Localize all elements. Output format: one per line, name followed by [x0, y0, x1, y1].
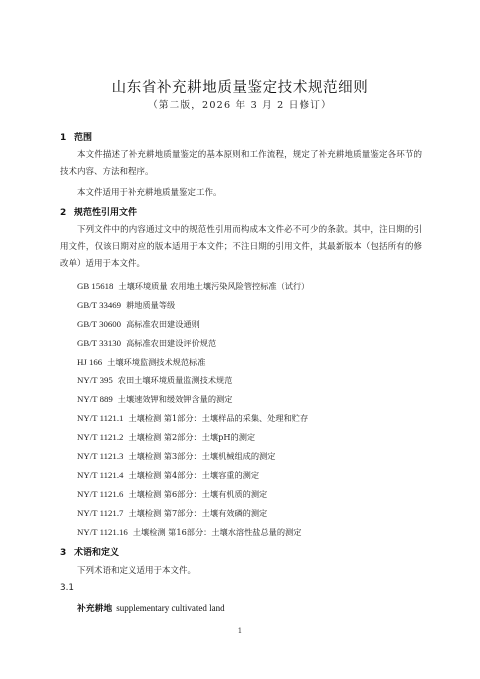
- reference-item: [77, 413, 308, 424]
- reference-item: [77, 508, 267, 519]
- reference-item: [77, 489, 267, 500]
- subsection-number: 3.1: [60, 583, 74, 593]
- reference-item: [77, 300, 175, 311]
- reference-name: 土壤检测 第7部分：土壤有效磷的测定: [128, 508, 268, 518]
- reference-name: 土壤检测 第16部分：土壤水溶性盐总量的测定: [132, 527, 302, 537]
- section-heading-normative: [60, 205, 137, 218]
- section-title: 范围: [74, 133, 93, 143]
- terms-intro-paragraph: 下列术语和定义适用于本文件。: [77, 566, 197, 576]
- reference-item: [77, 527, 301, 538]
- reference-item: [77, 338, 216, 349]
- reference-name: 高标准农田建设通则: [126, 319, 200, 329]
- reference-name: 高标准农田建设评价规范: [126, 338, 217, 348]
- reference-code: NY/T 1121.1: [77, 413, 124, 423]
- section-number: 2: [60, 208, 67, 218]
- reference-name: 土壤检测 第3部分：土壤机械组成的测定: [128, 451, 276, 461]
- section-number: 3: [60, 548, 67, 558]
- scope-paragraph-2: 本文件适用于补充耕地质量鉴定工作。: [77, 188, 222, 198]
- term-english: supplementary cultivated land: [116, 603, 225, 613]
- section-title: 术语和定义: [74, 548, 120, 558]
- reference-code: NY/T 1121.3: [77, 451, 124, 461]
- document-title: 山东省补充耕地质量鉴定技术规范细则: [111, 80, 369, 96]
- reference-item: [77, 470, 259, 481]
- reference-code: NY/T 395: [77, 375, 113, 385]
- reference-item: [77, 281, 309, 292]
- reference-name: 土壤检测 第6部分：土壤有机质的测定: [128, 489, 268, 499]
- reference-item: [77, 451, 275, 462]
- section-title: 规范性引用文件: [74, 208, 138, 218]
- reference-code: GB/T 30600: [77, 319, 122, 329]
- reference-name: 农田土壤环境质量监测技术规范: [117, 375, 233, 385]
- reference-name: 土壤检测 第1部分：土壤样品的采集、处理和贮存: [128, 413, 309, 423]
- section-number: 1: [60, 133, 67, 143]
- reference-code: NY/T 1121.4: [77, 470, 124, 480]
- reference-code: GB/T 33469: [77, 300, 122, 310]
- reference-name: 土壤检测 第4部分：土壤容重的测定: [128, 470, 260, 480]
- section-heading-terms: [60, 545, 119, 558]
- reference-code: HJ 166: [77, 357, 103, 367]
- reference-item: [77, 319, 200, 330]
- reference-item: [77, 375, 232, 386]
- term-chinese: 补充耕地: [77, 604, 113, 614]
- reference-code: NY/T 1121.6: [77, 489, 124, 499]
- reference-code: NY/T 889: [77, 394, 113, 404]
- reference-item: [77, 394, 232, 405]
- reference-name: 土壤检测 第2部分：土壤pH的测定: [128, 432, 256, 442]
- page-number: 1: [237, 627, 243, 635]
- reference-name: 土壤环境监测技术规范标准: [107, 357, 206, 367]
- document-subtitle: （第二版，2026 年 3 月 2 日修订）: [148, 100, 332, 111]
- reference-code: GB/T 33130: [77, 338, 122, 348]
- reference-item: [77, 432, 255, 443]
- section-heading-scope: [60, 130, 92, 143]
- reference-item: [77, 357, 205, 368]
- reference-code: NY/T 1121.16: [77, 527, 128, 537]
- reference-name: 土壤速效钾和缓效钾含量的测定: [117, 394, 233, 404]
- reference-code: NY/T 1121.2: [77, 432, 124, 442]
- reference-name: 土壤环境质量 农用地土壤污染风险管控标准（试行）: [118, 281, 310, 291]
- reference-code: GB 15618: [77, 281, 114, 291]
- term-entry: [77, 601, 225, 614]
- normative-intro-paragraph: 下列文件中的内容通过文中的规范性引用而构成本文件必不可少的条款。其中，注日期的引用文件，仅该日期对应的版本适用于本文件；不注日期的引用文件，其最新版本（包括所有的修改单）适用于本文件。: [60, 225, 422, 269]
- reference-name: 耕地质量等级: [126, 300, 176, 310]
- scope-paragraph-1: 本文件描述了补充耕地质量鉴定的基本原则和工作流程，规定了补充耕地质量鉴定各环节的技术内容、方法和程序。: [60, 150, 422, 177]
- reference-code: NY/T 1121.7: [77, 508, 124, 518]
